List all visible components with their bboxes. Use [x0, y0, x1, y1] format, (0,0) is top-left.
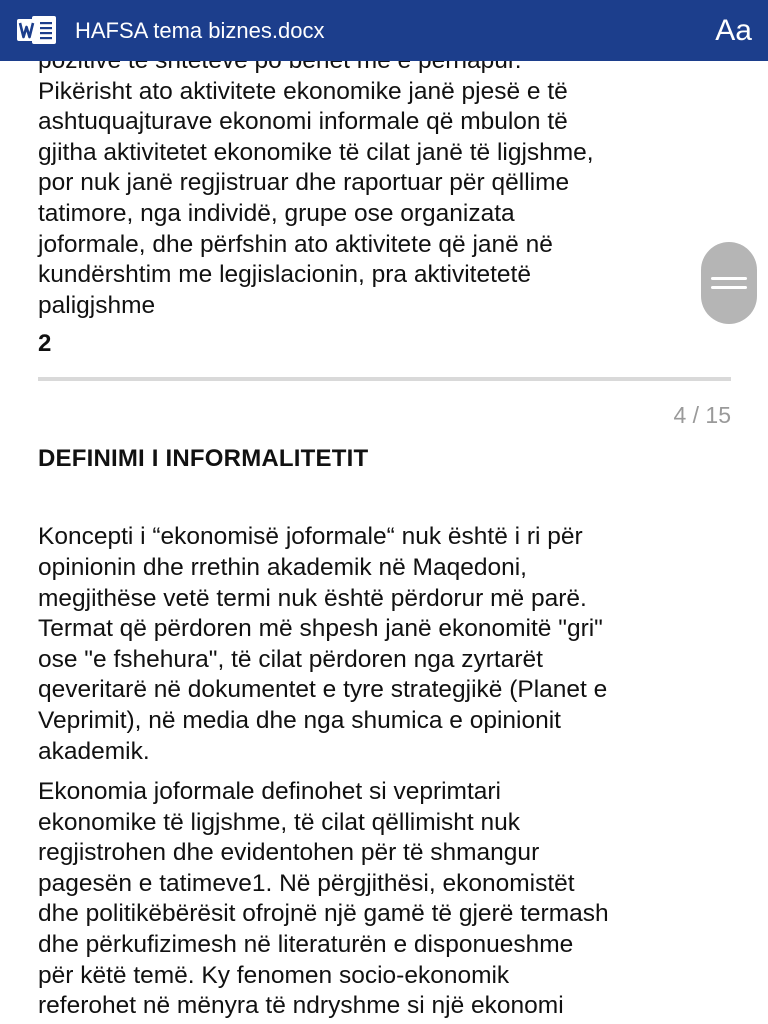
document-title: HAFSA tema biznes.docx	[75, 18, 325, 43]
paragraph: Ekonomia joformale definohet si veprimtari ekonomike të ligjshme, të cilat qëllimisht nuk regjistrohen dhe evidentohen për të shmangur pagesën e tatimeve1. Në përgjithësi, ekonomistët dhe politikëbërësit ofrojnë një gamë të gjerë termash dhe përkufizimesh në literaturën e disponueshme për këtë temë. Ky fenomen socio-ekonomik referohet në mënyra të ndryshme si një ekonomi	[38, 778, 609, 1020]
font-settings-button[interactable]: Aa	[715, 14, 752, 47]
footnote-page-number: 2	[38, 330, 52, 358]
paragraph-fragment: Pikërisht ato aktivitete ekonomike janë pjesë e të ashtuquajturave ekonomi informale që mbulon të gjitha aktivitetet ekonomike të cilat janë të ligjshme, por nuk janë regjistruar dhe raportuar për qëllime tatimore, nga individë, grupe ose organizata joformale, dhe përfshin ato aktivitete që janë në kundërshtim me legjislacionin, pra aktivitetetë paligjshme	[38, 77, 594, 319]
word-icon[interactable]	[16, 14, 58, 46]
document-content	[38, 46, 738, 1022]
title-bar	[0, 0, 768, 61]
page-divider	[38, 377, 731, 381]
scroll-handle[interactable]	[701, 242, 757, 324]
page-indicator: 4 / 15	[673, 402, 731, 429]
paragraph: Koncepti i “ekonomisë joformale“ nuk është i ri për opinionin dhe rrethin akademik në Maqedoni, megjithëse vetë termi nuk është përdorur më parë. Termat që përdoren më shpesh janë ekonomitë "gri" ose "e fshehura", të cilat përdoren nga zyrtarët qeveritarë në dokumentet e tyre strategjikë (Planet e Veprimit), në media dhe nga shumica e opinionit akademik.	[38, 523, 608, 765]
section-heading: DEFINIMI I INFORMALITETIT	[38, 445, 369, 473]
